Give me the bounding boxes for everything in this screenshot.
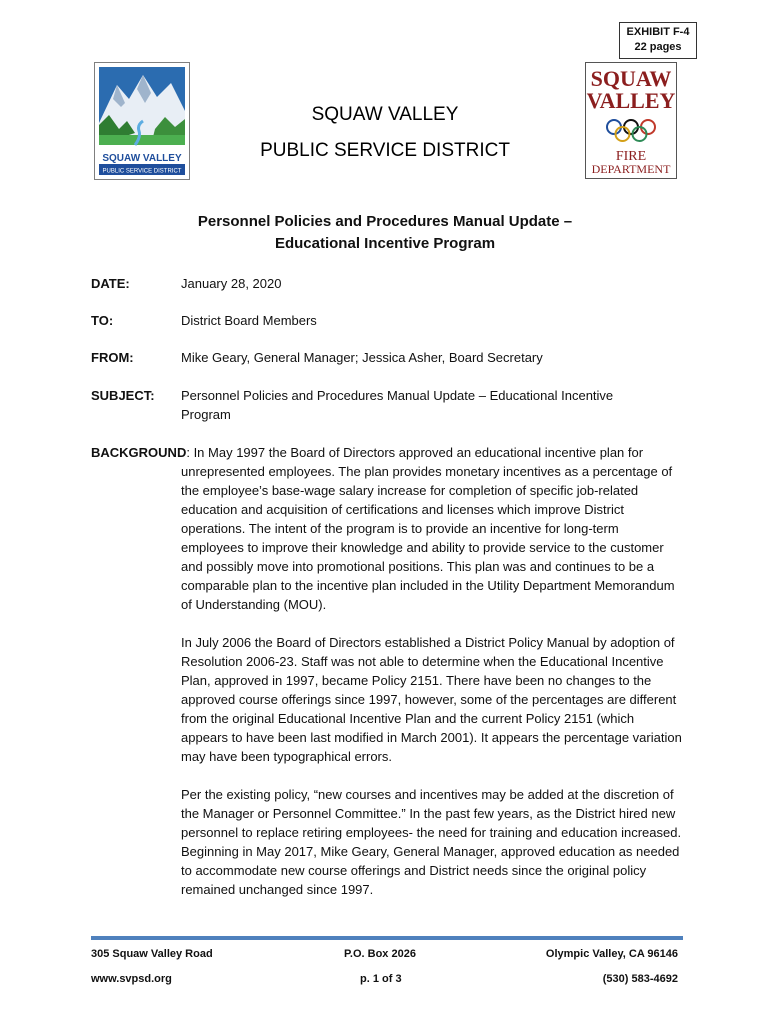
svpsd-logo-line2: PUBLIC SERVICE DISTRICT (102, 168, 182, 175)
footer-phone: (530) 583-4692 (602, 973, 678, 985)
fire-department-logo (585, 62, 677, 179)
svpsd-logo-line1: SQUAW VALLEY (102, 153, 182, 164)
olympic-rings-icon (607, 120, 655, 141)
date-value: January 28, 2020 (181, 276, 282, 291)
date-label: DATE: (91, 276, 130, 291)
district-name-line1: SQUAW VALLEY (311, 104, 459, 125)
document-title-line2: Educational Incentive Program (274, 235, 496, 252)
background-text: unrepresented employees. The plan provides monetary incentives as a percentage of the employee’s base-wage salary increase for completion of specific job-related education and acquisition of certifications and licenses which improve District operations. The intent of the program is to provide an incentive for long-term employees to improve their knowledge and ability to provide service to the customer and possibly move into promotional positions. This plan was and continues to be a comparable plan to the incentive plan included in the Utility Department Memorandum of Understanding (MOU). (181, 464, 675, 612)
district-name-line2: PUBLIC SERVICE DISTRICT (260, 140, 510, 161)
exhibit-pages: 22 pages (634, 41, 682, 53)
fire-logo-line3: FIRE (615, 149, 647, 164)
background-label: BACKGROUND (91, 445, 187, 460)
svpsd-logo (94, 62, 190, 180)
subject-label: SUBJECT: (91, 388, 155, 403)
footer-divider (91, 936, 683, 940)
document-title-line1: Personnel Policies and Procedures Manual Update – (197, 213, 573, 230)
footer-page-number: p. 1 of 3 (360, 973, 402, 985)
footer-pobox: P.O. Box 2026 (344, 948, 416, 960)
to-label: TO: (91, 313, 114, 328)
background-first-line: : In May 1997 the Board of Directors approved an educational incentive plan for (186, 445, 644, 460)
footer-address: 305 Squaw Valley Road (91, 948, 213, 960)
from-value: Mike Geary, General Manager; Jessica Asher, Board Secretary (181, 350, 543, 365)
exhibit-number: EXHIBIT F-4 (626, 26, 690, 38)
from-label: FROM: (91, 350, 134, 365)
footer-city: Olympic Valley, CA 96146 (545, 948, 678, 960)
subject-value: Personnel Policies and Procedures Manual Update – Educational Incentive Program (181, 388, 614, 422)
fire-logo-line1: SQUAW (590, 66, 672, 91)
footer-website: www.svpsd.org (91, 973, 172, 985)
background-paragraph-1 (91, 443, 684, 614)
fire-logo-line4: DEPARTMENT (591, 162, 671, 176)
background-paragraph-3: Per the existing policy, “new courses and incentives may be added at the discretion of the Manager or Personnel Committee.” In the past few years, as the District hired new personnel to replace retiring employees- the need for training and education increased. Beginning in May 2017, Mike Geary, General Manager, approved education as needed to accommodate new course offerings and District needs since the original policy remained unchanged since 1997. (181, 787, 682, 897)
background-paragraph-2: In July 2006 the Board of Directors established a District Policy Manual by adoption of Resolution 2006-23. Staff was not able to determine when the Educational Incentive Plan, approved in 1997, became Policy 2151. There have been no changes to the approved course offerings since 1997, however, some of the percentages are different from the original Educational Incentive Plan and the current Policy 2151 (which appears to have been last modified in March 2001). It appears the percentage variation may have been typographical errors. (181, 635, 682, 764)
to-value: District Board Members (181, 313, 317, 328)
fire-logo-line2: VALLEY (586, 88, 676, 113)
exhibit-box (619, 22, 697, 59)
